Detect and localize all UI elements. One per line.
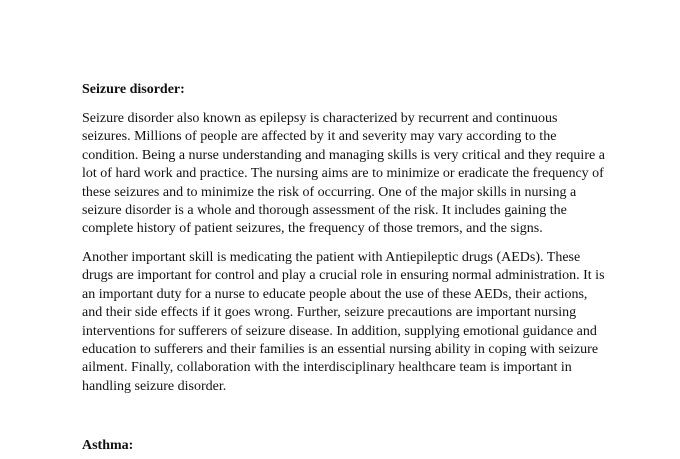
section-heading-asthma: Asthma:	[82, 438, 134, 453]
text-line: these seizures and to minimize the risk of occurring. One of the major skills in nursing a	[82, 184, 577, 200]
text-line: lot of hard work and practice. The nursing aims are to minimize or eradicate the frequency of	[82, 166, 604, 182]
text-line: Another important skill is medicating the patient with Antiepileptic drugs (AEDs). These	[82, 250, 581, 265]
paragraph-seizure-overview	[82, 110, 605, 239]
text-line: ailment. Finally, collaboration with the interdisciplinary healthcare team is important in	[82, 360, 572, 376]
section-heading-seizure-disorder: Seizure disorder:	[82, 82, 185, 97]
text-line: seizure disorder is a whole and thorough assessment of the risk. It includes gaining the	[82, 203, 567, 219]
text-line: complete history of patient seizures, the frequency of those tremors, and the signs.	[82, 221, 543, 237]
text-line: an important duty for a nurse to educate people about the use of these AEDs, their actions,	[82, 286, 588, 302]
text-line: interventions for sufferers of seizure disease. In addition, supplying emotional guidance and	[82, 323, 597, 339]
text-line: drugs are important for control and play a crucial role in ensuring normal administration. It is	[82, 268, 605, 284]
paragraph-seizure-medication	[82, 249, 605, 396]
text-line: education to sufferers and their families is an essential nursing ability in coping with seizure	[82, 342, 599, 358]
text-line: and their side effects if it goes wrong. Further, seizure precautions are important nursing	[82, 305, 577, 321]
text-line: Seizure disorder also known as epilepsy is characterized by recurrent and continuous	[82, 111, 558, 126]
text-line: seizures. Millions of people are affected by it and severity may vary according to the	[82, 129, 557, 145]
text-line: condition. Being a nurse understanding and managing skills is very critical and they require a	[82, 147, 605, 163]
text-line: handling seizure disorder.	[82, 378, 227, 394]
